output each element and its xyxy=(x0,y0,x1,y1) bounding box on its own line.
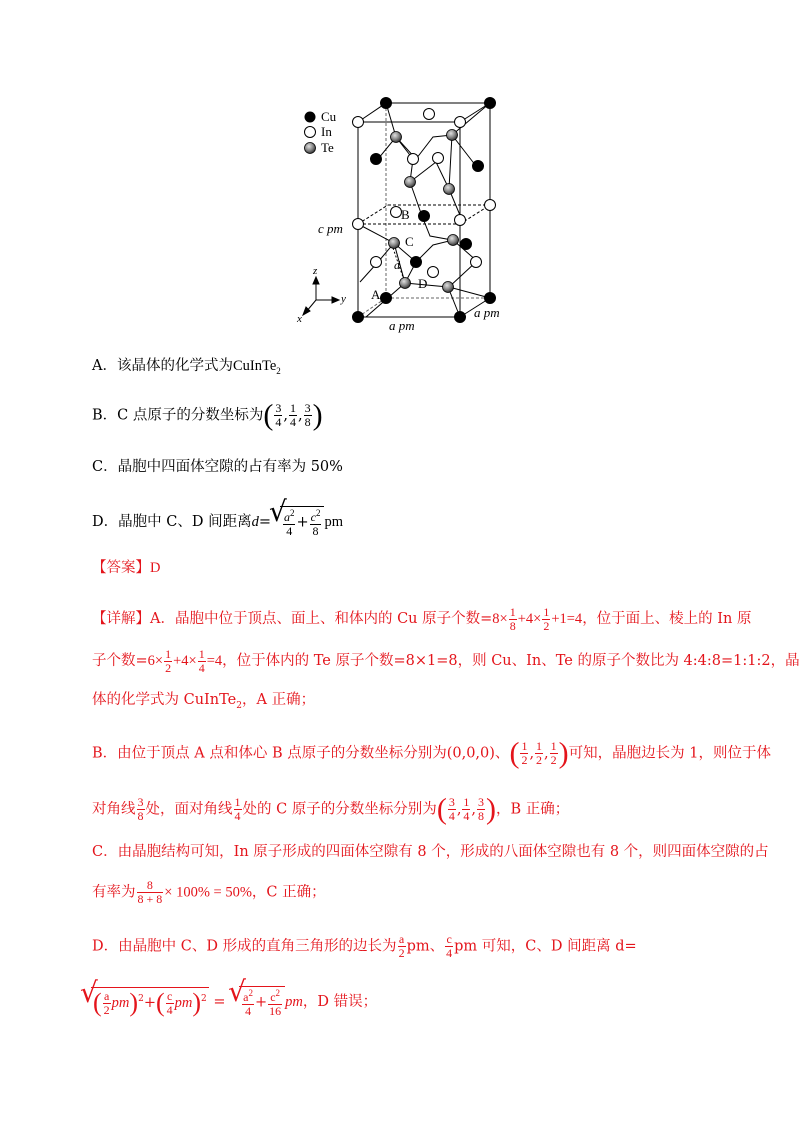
te-atom xyxy=(400,278,411,289)
a-pm-right-label: a pm xyxy=(474,305,500,320)
detail-d-line1: D．由晶胞中 C、D 形成的直角三角形的边长为 $\frac{a}{2}$ pm、 $\frac{c}{4}$ pm 可知，C、D 间距离 d= xyxy=(92,932,637,960)
cu-atom xyxy=(461,239,472,250)
c-pm-label: c pm xyxy=(318,221,343,236)
legend-cu-label: Cu xyxy=(321,109,337,124)
detail-c-line1: C．由晶胞结构可知，In 原子形成的四面体空隙有 8 个，形成的八面体空隙也有 8 个，则四面体空隙的占 xyxy=(92,844,769,860)
te-atom xyxy=(405,177,416,188)
label-B: B xyxy=(401,207,410,222)
in-atom xyxy=(471,257,482,268)
te-atom xyxy=(448,235,459,246)
axis-z-label: z xyxy=(313,265,318,277)
in-atom xyxy=(455,117,466,128)
option-a: A．该晶体的化学式为CuInTe$_2$ xyxy=(92,358,281,376)
detail-c-line2: 有率为 $\frac{8}{8 + 8}$ × 100% = 50%，C 正确； xyxy=(92,878,326,906)
in-atom xyxy=(424,109,435,120)
in-atom xyxy=(485,200,496,211)
answer-value: D xyxy=(150,560,161,576)
te-atom xyxy=(443,282,454,293)
legend-te-marker xyxy=(305,143,316,154)
in-atoms xyxy=(353,109,496,278)
axis-x-label: x xyxy=(297,313,302,325)
label-d: d xyxy=(394,258,400,272)
a-pm-bottom-label: a pm xyxy=(389,318,415,333)
answer-label: 【答案】 xyxy=(92,560,150,576)
detail-a-line3: 体的化学式为 CuInTe$_2$，A 正确； xyxy=(92,692,316,711)
legend-in-marker xyxy=(305,127,316,138)
in-atom xyxy=(455,215,466,226)
cu-atom xyxy=(455,312,466,323)
cu-atom xyxy=(371,154,382,165)
te-atom xyxy=(444,184,455,195)
in-atom xyxy=(391,207,402,218)
label-D: D xyxy=(418,276,428,291)
cu-atom xyxy=(485,293,496,304)
answer-line xyxy=(92,557,160,579)
cu-atom xyxy=(381,98,392,109)
detail-a-line1: 【详解】A．晶胞中位于顶点、面上、和体内的 Cu 原子个数=8× $\frac{1}{8}$ +4× $\frac{1}{2}$ +1=4，位于面上、棱上的 In 原 xyxy=(92,605,752,633)
axis-y-label: y xyxy=(341,293,346,305)
in-atom xyxy=(371,257,382,268)
option-c: C．晶胞中四面体空隙的占有率为 50% xyxy=(92,459,343,475)
detail-a-line2: 子个数=6× $\frac{1}{2}$ +4× $\frac{1}{4}$ =4，位于体内的 Te 原子个数=8×1=8，则 Cu、In、Te 的原子个数比为 4:4:8=1:1:2，晶 xyxy=(92,647,800,675)
legend-cu-marker xyxy=(305,112,316,123)
option-d: D．晶胞中 C、D 间距离d= √ $\frac{a^2}{4}$ + $\frac{c^2}{8}$ pm xyxy=(92,506,343,538)
in-atom xyxy=(353,117,364,128)
cu-atom xyxy=(485,98,496,109)
in-atom xyxy=(433,153,444,164)
cu-atom xyxy=(473,161,484,172)
label-A: A xyxy=(371,287,381,302)
cu-atom xyxy=(419,211,430,222)
cu-atom xyxy=(353,312,364,323)
detail-d-line2: √ ( $\frac{a}{2}$ pm)$^2$+( $\frac{c}{4}$ pm)$^2$ = √ $\frac{a^2}{4}$ + $\frac{c^2}{16}$ pm，D 错误； xyxy=(82,986,377,1018)
legend-in-label: In xyxy=(321,124,332,139)
cu-atom xyxy=(381,293,392,304)
te-atom xyxy=(391,132,402,143)
detail-b-line1: B．由位于顶点 A 点和体心 B 点原子的分数坐标分别为(0,0,0)、( $\frac{1}{2}$ , $\frac{1}{2}$ , $\frac{1}{2}$ )可知，晶胞边长为 1，则位于体 xyxy=(92,736,771,770)
detail-b-line2: 对角线 $\frac{3}{8}$ 处，面对角线 $\frac{1}{4}$ 处的 C 原子的分数坐标分别为( $\frac{3}{4}$ , $\frac{1}{4}$ , $\frac{3}{8}$ )，B 正确； xyxy=(92,792,570,826)
cu-atom xyxy=(411,257,422,268)
option-b: B．C 点原子的分数坐标为( $\frac{3}{4}$ , $\frac{1}{4}$ , $\frac{3}{8}$ ) xyxy=(92,398,323,432)
te-atom xyxy=(389,238,400,249)
legend-te-label: Te xyxy=(321,140,334,155)
in-atom xyxy=(353,219,364,230)
te-atom xyxy=(447,130,458,141)
in-atom xyxy=(428,267,439,278)
in-atom xyxy=(408,154,419,165)
label-C: C xyxy=(405,234,414,249)
